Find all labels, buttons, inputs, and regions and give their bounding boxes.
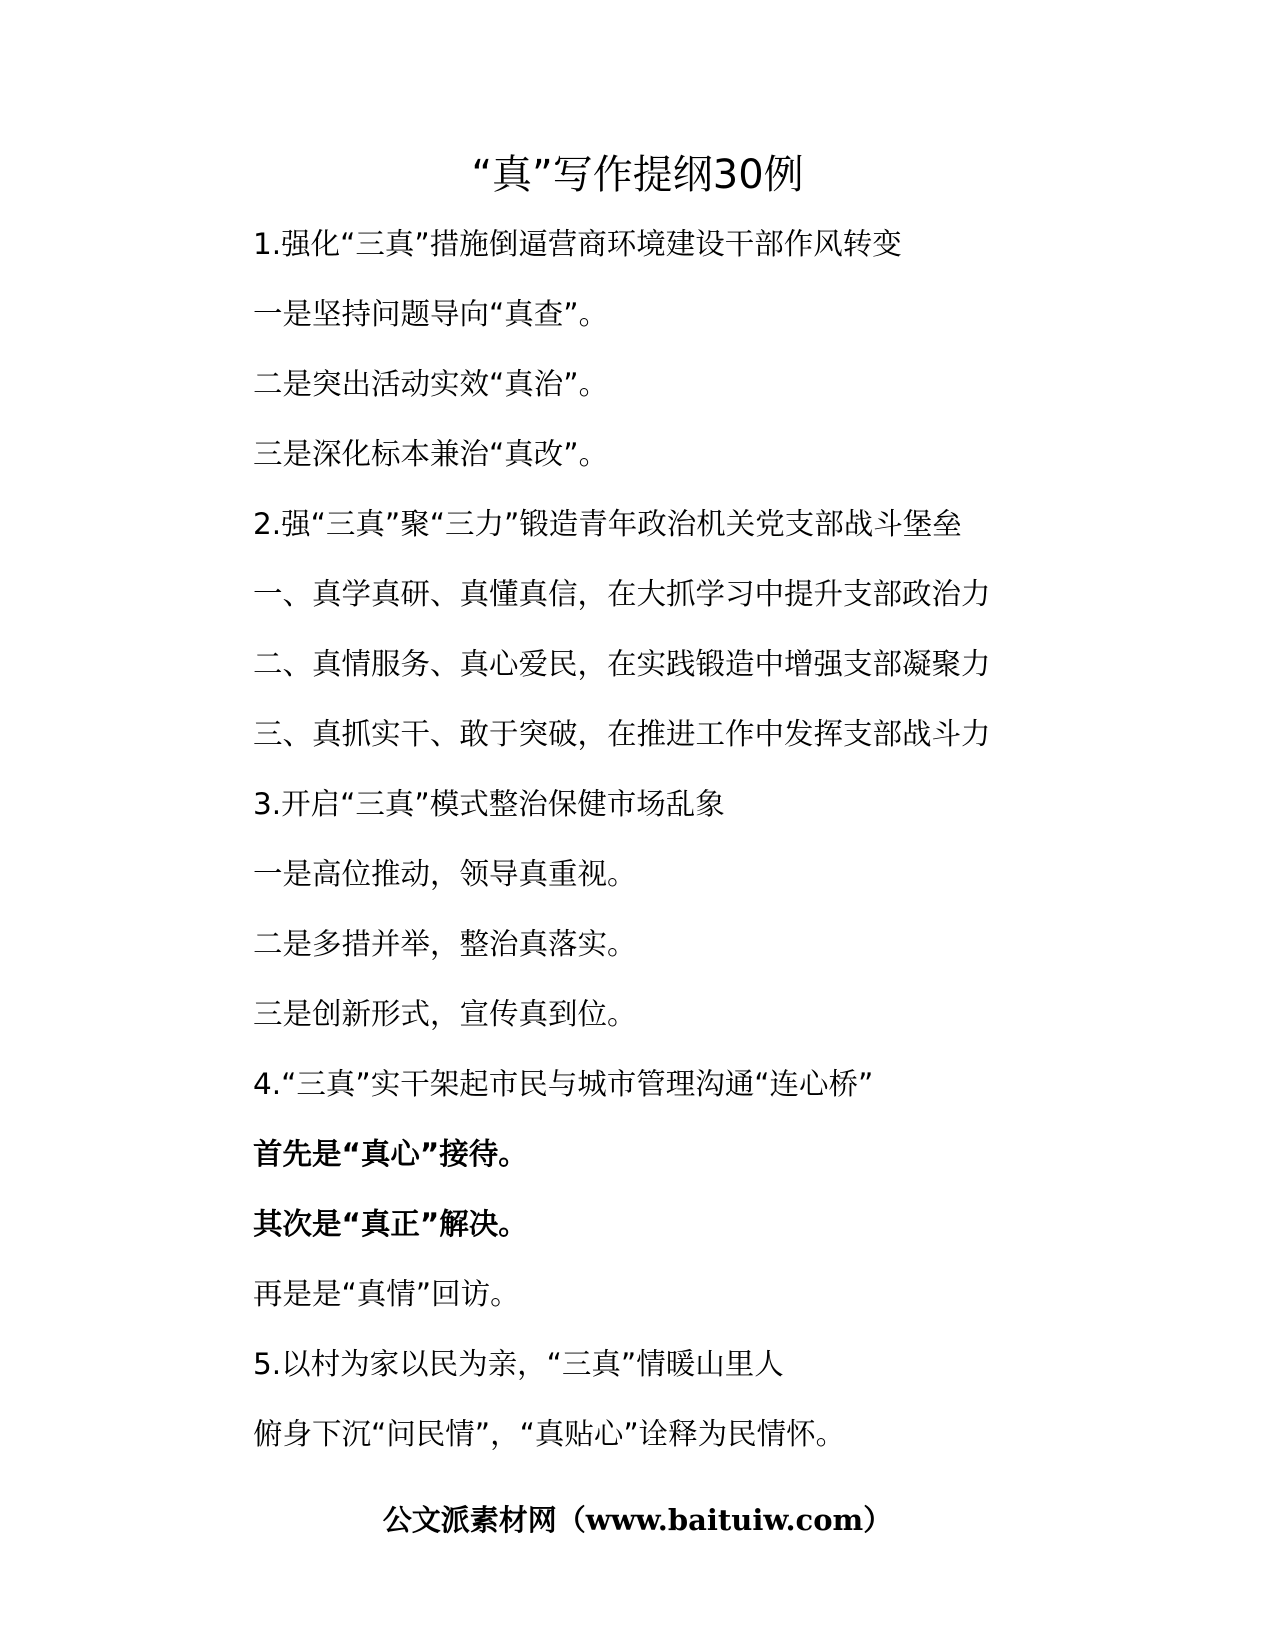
- document-line: 再是是“真情”回访。: [253, 1277, 520, 1311]
- document-line: 其次是“真正”解决。: [253, 1207, 528, 1241]
- page-title: “真”写作提纲30例: [471, 152, 804, 198]
- document-line: 一是坚持问题导向“真查”。: [253, 297, 609, 331]
- document-line: 一、真学真研、真懂真信，在大抓学习中提升支部政治力: [253, 577, 991, 611]
- document-line: 二是多措并举，整治真落实。: [253, 927, 637, 961]
- document-line: 3.开启“三真”模式整治保健市场乱象: [253, 787, 725, 821]
- footer-watermark: 公文派素材网（www.baituiw.com）: [382, 1503, 893, 1537]
- document-line: 二是突出活动实效“真治”。: [253, 367, 609, 401]
- document-body: [253, 224, 1153, 1484]
- document-line: 三、真抓实干、敢于突破，在推进工作中发挥支部战斗力: [253, 717, 991, 751]
- document-line: 4.“三真”实干架起市民与城市管理沟通“连心桥”: [253, 1067, 874, 1101]
- document-line: 俯身下沉“问民情”，“真贴心”诠释为民情怀。: [253, 1417, 846, 1451]
- document-line: 5.以村为家以民为亲，“三真”情暖山里人: [253, 1347, 784, 1381]
- document-line: 1.强化“三真”措施倒逼营商环境建设干部作风转变: [253, 227, 902, 261]
- document-line: 首先是“真心”接待。: [253, 1137, 528, 1171]
- document-line: 三是深化标本兼治“真改”。: [253, 437, 609, 471]
- document-line: 2.强“三真”聚“三力”锻造青年政治机关党支部战斗堡垒: [253, 507, 962, 541]
- document-line: 二、真情服务、真心爱民，在实践锻造中增强支部凝聚力: [253, 647, 991, 681]
- document-line: 一是高位推动，领导真重视。: [253, 857, 637, 891]
- document-line: 三是创新形式，宣传真到位。: [253, 997, 637, 1031]
